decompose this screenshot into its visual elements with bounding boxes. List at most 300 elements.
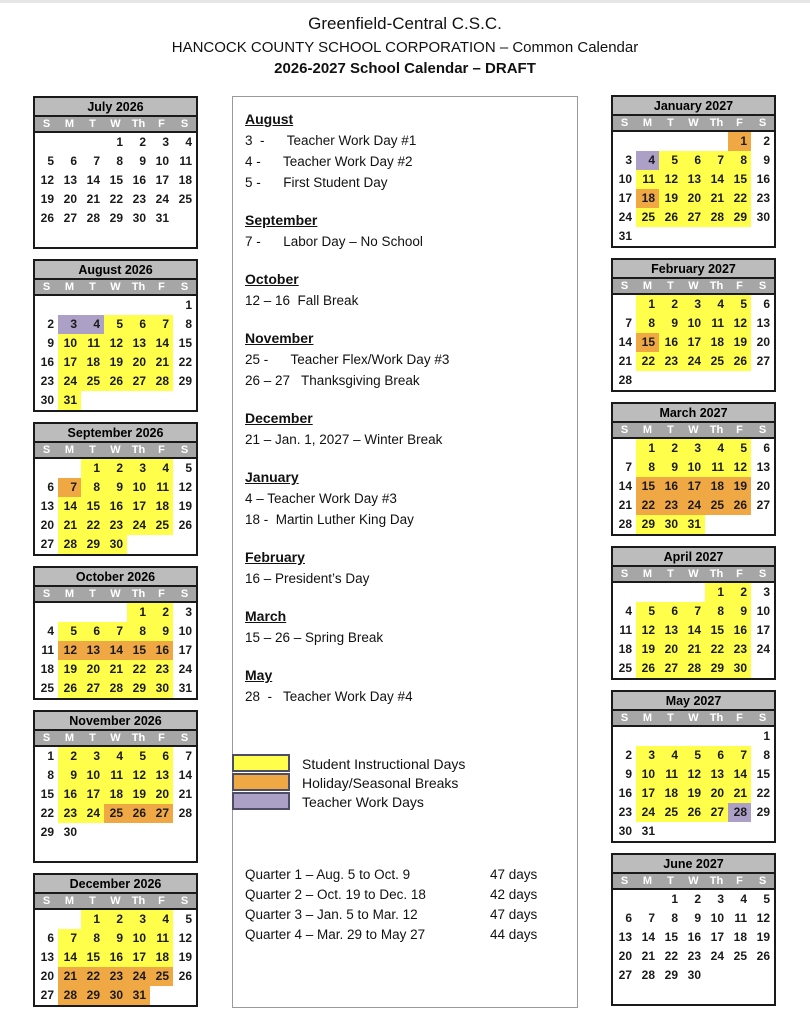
- weekday-header-row: [613, 423, 774, 439]
- month-calendar: [33, 873, 198, 1007]
- weekday-header-row: [35, 894, 196, 910]
- day-cell: 14: [150, 334, 173, 353]
- day-cell: 4: [636, 151, 659, 170]
- day-cell: 20: [618, 949, 632, 963]
- day-cell: 29: [636, 515, 659, 534]
- key-dates-month-heading: August: [245, 111, 294, 127]
- day-cell: [705, 132, 728, 151]
- day-cell: [659, 822, 682, 841]
- weekday-header-row: [613, 279, 774, 295]
- day-cell: 19: [659, 189, 682, 208]
- day-cell: 3: [717, 892, 724, 906]
- day-cell: 27: [63, 211, 77, 225]
- day-cell: 1: [636, 295, 659, 314]
- day-cell: 4: [625, 604, 632, 618]
- day-cell: 11: [150, 929, 173, 948]
- day-cell: 21: [58, 516, 81, 535]
- weekday-header: F: [736, 280, 743, 292]
- day-cell: 17: [155, 173, 169, 187]
- day-cell: 1: [127, 603, 150, 622]
- day-cell: [751, 371, 774, 390]
- day-cell: [58, 459, 81, 478]
- day-cell: [58, 228, 81, 247]
- day-cell: 21: [86, 192, 100, 206]
- day-cell: 4: [81, 315, 104, 334]
- day-cell: 28: [86, 211, 100, 225]
- day-cell: 14: [58, 497, 81, 516]
- weekday-header: S: [620, 424, 629, 436]
- day-cell: 19: [636, 640, 659, 659]
- day-cell: 19: [104, 353, 127, 372]
- quarter-label: Quarter 2 – Oct. 19 to Dec. 18: [245, 887, 426, 902]
- day-cell: 2: [694, 892, 701, 906]
- day-cell: 24: [127, 967, 150, 986]
- weekday-header: T: [667, 280, 674, 292]
- weekday-header: W: [110, 588, 121, 600]
- weekday-header: S: [620, 875, 629, 887]
- day-cell: 15: [664, 930, 678, 944]
- weekday-header: S: [620, 117, 629, 129]
- month-grid: [613, 439, 774, 534]
- legend: [232, 754, 465, 811]
- day-cell: 31: [641, 824, 655, 838]
- day-cell: 2: [625, 748, 632, 762]
- day-cell: [58, 296, 81, 315]
- day-cell: 18: [705, 333, 728, 352]
- day-cell: 22: [664, 949, 678, 963]
- day-cell: 23: [104, 516, 127, 535]
- day-cell: 29: [81, 986, 104, 1005]
- day-cell: 22: [81, 516, 104, 535]
- day-cell: 9: [139, 154, 146, 168]
- weekday-header-row: [613, 711, 774, 727]
- month-grid: [35, 296, 196, 410]
- day-cell: 20: [682, 189, 705, 208]
- day-cell: [728, 727, 751, 746]
- day-cell: 13: [40, 950, 54, 964]
- weekday-header: Th: [709, 875, 724, 887]
- day-cell: 11: [81, 334, 104, 353]
- day-cell: 15: [109, 173, 123, 187]
- key-dates-section: [245, 606, 565, 648]
- day-cell: 27: [682, 208, 705, 227]
- day-cell: [728, 371, 751, 390]
- day-cell: 28: [618, 373, 632, 387]
- day-cell: 2: [728, 583, 751, 602]
- day-cell: 1: [705, 583, 728, 602]
- day-cell: [636, 583, 659, 602]
- day-cell: [728, 515, 751, 534]
- day-cell: 25: [733, 949, 747, 963]
- day-cell: 15: [81, 497, 104, 516]
- weekday-header: W: [110, 281, 121, 293]
- day-cell: 23: [58, 804, 81, 823]
- day-cell: [150, 228, 173, 247]
- day-cell: 8: [47, 768, 54, 782]
- month-title: July 2026: [35, 98, 196, 117]
- page-top-edge: [0, 0, 810, 3]
- day-cell: 27: [659, 659, 682, 678]
- day-cell: 30: [687, 968, 701, 982]
- day-cell: 25: [659, 803, 682, 822]
- day-cell: 26: [659, 208, 682, 227]
- day-cell: 26: [127, 804, 150, 823]
- day-cell: 1: [81, 910, 104, 929]
- day-cell: 10: [682, 458, 705, 477]
- day-cell: 23: [104, 967, 127, 986]
- day-cell: 24: [636, 803, 659, 822]
- day-cell: [636, 371, 659, 390]
- day-cell: 8: [728, 151, 751, 170]
- day-cell: 3: [81, 747, 104, 766]
- key-dates-month-heading: February: [245, 549, 305, 565]
- month-grid: [35, 459, 196, 554]
- day-cell: 6: [70, 154, 77, 168]
- day-cell: 4: [740, 892, 747, 906]
- day-cell: 20: [756, 335, 770, 349]
- day-cell: 26: [40, 211, 54, 225]
- day-cell: 26: [728, 352, 751, 371]
- day-cell: [728, 985, 751, 1004]
- day-cell: 13: [705, 765, 728, 784]
- month-title: May 2027: [613, 692, 774, 711]
- weekday-header: Th: [131, 118, 146, 130]
- day-cell: 7: [150, 315, 173, 334]
- day-cell: 1: [671, 892, 678, 906]
- day-cell: 2: [150, 603, 173, 622]
- day-cell: 31: [178, 681, 192, 695]
- weekday-header: M: [64, 895, 75, 907]
- quarter-days: 47 days: [490, 907, 538, 922]
- day-cell: 4: [185, 135, 192, 149]
- day-cell: [682, 583, 705, 602]
- day-cell: [58, 133, 81, 152]
- legend-row: [232, 754, 465, 773]
- quarter-days: 42 days: [490, 887, 538, 902]
- weekday-header: T: [667, 424, 674, 436]
- day-cell: 7: [58, 478, 81, 497]
- day-cell: 14: [86, 173, 100, 187]
- key-dates-section: [245, 269, 565, 311]
- weekday-header: T: [89, 118, 96, 130]
- day-cell: 5: [58, 622, 81, 641]
- day-cell: 19: [40, 192, 54, 206]
- day-cell: [636, 132, 659, 151]
- day-cell: [81, 133, 104, 152]
- key-dates-entry: 4 - Teacher Work Day #2: [245, 154, 413, 169]
- day-cell: [659, 132, 682, 151]
- day-cell: 9: [659, 314, 682, 333]
- day-cell: 10: [127, 478, 150, 497]
- day-cell: 5: [728, 439, 751, 458]
- day-cell: [636, 227, 659, 246]
- day-cell: 29: [756, 805, 770, 819]
- weekday-header: T: [89, 895, 96, 907]
- day-cell: [705, 727, 728, 746]
- day-cell: 18: [705, 477, 728, 496]
- day-cell: 7: [625, 316, 632, 330]
- weekday-header: F: [158, 588, 165, 600]
- day-cell: 25: [705, 496, 728, 515]
- day-cell: 12: [756, 911, 770, 925]
- day-cell: [81, 603, 104, 622]
- month-title: April 2027: [613, 548, 774, 567]
- day-cell: 1: [47, 749, 54, 763]
- calendar-title: 2026-2027 School Calendar – DRAFT: [274, 60, 536, 77]
- day-cell: 1: [763, 729, 770, 743]
- day-cell: 13: [618, 930, 632, 944]
- day-cell: 17: [618, 191, 632, 205]
- weekday-header-row: [35, 731, 196, 747]
- day-cell: 26: [728, 496, 751, 515]
- weekday-header: F: [736, 117, 743, 129]
- day-cell: 10: [81, 766, 104, 785]
- day-cell: 5: [728, 295, 751, 314]
- day-cell: 9: [763, 153, 770, 167]
- day-cell: 29: [127, 679, 150, 698]
- day-cell: 25: [150, 516, 173, 535]
- weekday-header: S: [42, 281, 51, 293]
- weekday-header: T: [667, 875, 674, 887]
- day-cell: 11: [705, 314, 728, 333]
- weekday-header: W: [110, 732, 121, 744]
- day-cell: [173, 842, 196, 861]
- day-cell: 9: [694, 911, 701, 925]
- weekday-header: W: [110, 118, 121, 130]
- day-cell: 2: [47, 317, 54, 331]
- day-cell: [150, 986, 173, 1005]
- day-cell: 7: [705, 151, 728, 170]
- day-cell: 10: [636, 765, 659, 784]
- day-cell: 25: [178, 192, 192, 206]
- weekday-header: F: [736, 568, 743, 580]
- day-cell: 29: [81, 535, 104, 554]
- month-calendar: [611, 690, 776, 843]
- day-cell: [150, 391, 173, 410]
- day-cell: 6: [127, 315, 150, 334]
- day-cell: [751, 822, 774, 841]
- day-cell: 20: [40, 518, 54, 532]
- weekday-header: Th: [131, 732, 146, 744]
- day-cell: 6: [763, 441, 770, 455]
- day-cell: 1: [636, 439, 659, 458]
- key-dates-section: [245, 547, 565, 589]
- weekday-header: Th: [131, 895, 146, 907]
- day-cell: 3: [58, 315, 81, 334]
- weekday-header: T: [89, 281, 96, 293]
- day-cell: 3: [682, 295, 705, 314]
- day-cell: 18: [150, 497, 173, 516]
- day-cell: 4: [150, 910, 173, 929]
- key-dates-month-heading: November: [245, 330, 314, 346]
- day-cell: 9: [728, 602, 751, 621]
- day-cell: [659, 583, 682, 602]
- day-cell: 28: [150, 372, 173, 391]
- day-cell: 17: [127, 497, 150, 516]
- day-cell: 21: [178, 787, 192, 801]
- key-dates-section: [245, 408, 565, 450]
- day-cell: 29: [40, 825, 54, 839]
- key-dates-entry: 7 - Labor Day – No School: [245, 234, 423, 249]
- day-cell: 7: [682, 602, 705, 621]
- day-cell: 27: [756, 354, 770, 368]
- month-grid: [35, 133, 196, 247]
- day-cell: 10: [756, 604, 770, 618]
- day-cell: 27: [127, 372, 150, 391]
- weekday-header: M: [642, 424, 653, 436]
- day-cell: [81, 842, 104, 861]
- weekday-header: W: [688, 712, 699, 724]
- day-cell: 25: [104, 804, 127, 823]
- day-cell: 8: [636, 314, 659, 333]
- day-cell: [613, 727, 636, 746]
- day-cell: 5: [659, 151, 682, 170]
- day-cell: 12: [40, 173, 54, 187]
- day-cell: 17: [756, 623, 770, 637]
- day-cell: 7: [648, 911, 655, 925]
- day-cell: 23: [756, 191, 770, 205]
- weekday-header: W: [110, 444, 121, 456]
- weekday-header: Th: [709, 280, 724, 292]
- day-cell: 22: [636, 352, 659, 371]
- day-cell: [58, 603, 81, 622]
- weekday-header: F: [158, 444, 165, 456]
- day-cell: 18: [81, 353, 104, 372]
- day-cell: 11: [734, 911, 747, 925]
- day-cell: 24: [81, 804, 104, 823]
- day-cell: 17: [710, 930, 724, 944]
- day-cell: [682, 132, 705, 151]
- weekday-header: Th: [709, 117, 724, 129]
- day-cell: 31: [127, 986, 150, 1005]
- weekday-header: S: [620, 280, 629, 292]
- day-cell: 3: [162, 135, 169, 149]
- day-cell: 21: [682, 640, 705, 659]
- day-cell: 24: [756, 642, 770, 656]
- day-cell: 21: [58, 967, 81, 986]
- key-dates-entry: 26 – 27 Thanksgiving Break: [245, 373, 420, 388]
- day-cell: 8: [81, 478, 104, 497]
- day-cell: [58, 842, 81, 861]
- day-cell: [127, 535, 150, 554]
- weekday-header: S: [758, 117, 767, 129]
- day-cell: 22: [40, 806, 54, 820]
- month-grid: [613, 132, 774, 246]
- key-dates-entry: 15 – 26 – Spring Break: [245, 630, 384, 645]
- day-cell: 9: [150, 622, 173, 641]
- day-cell: 22: [705, 640, 728, 659]
- day-cell: 7: [93, 154, 100, 168]
- day-cell: 5: [127, 747, 150, 766]
- day-cell: 2: [763, 134, 770, 148]
- day-cell: 16: [40, 355, 54, 369]
- day-cell: 25: [81, 372, 104, 391]
- key-dates-section: [245, 665, 565, 707]
- weekday-header: Th: [131, 444, 146, 456]
- page-header: [0, 14, 810, 77]
- day-cell: 21: [728, 784, 751, 803]
- day-cell: [35, 296, 58, 315]
- day-cell: 12: [58, 641, 81, 660]
- day-cell: 28: [104, 679, 127, 698]
- day-cell: [728, 227, 751, 246]
- day-cell: 22: [127, 660, 150, 679]
- weekday-header: M: [642, 568, 653, 580]
- month-title: March 2027: [613, 404, 774, 423]
- day-cell: 16: [58, 785, 81, 804]
- key-dates-entry: 25 - Teacher Flex/Work Day #3: [245, 352, 450, 367]
- day-cell: 17: [636, 784, 659, 803]
- day-cell: 12: [178, 931, 192, 945]
- day-cell: 28: [641, 968, 655, 982]
- day-cell: 24: [682, 496, 705, 515]
- day-cell: 18: [104, 785, 127, 804]
- weekday-header: Th: [709, 424, 724, 436]
- calendar-column-right: [611, 95, 776, 1016]
- day-cell: [705, 515, 728, 534]
- day-cell: [127, 823, 150, 842]
- day-cell: 15: [756, 767, 770, 781]
- day-cell: 16: [687, 930, 701, 944]
- day-cell: 24: [155, 192, 169, 206]
- day-cell: 27: [40, 988, 54, 1002]
- day-cell: 11: [150, 478, 173, 497]
- month-calendar: [611, 95, 776, 248]
- day-cell: 19: [178, 499, 192, 513]
- day-cell: 16: [618, 786, 632, 800]
- month-calendar: [611, 402, 776, 536]
- day-cell: [173, 535, 196, 554]
- weekday-header: M: [642, 875, 653, 887]
- weekday-header: W: [688, 280, 699, 292]
- day-cell: 12: [127, 766, 150, 785]
- day-cell: 13: [659, 621, 682, 640]
- key-dates-panel: [232, 96, 578, 1008]
- weekday-header: F: [158, 118, 165, 130]
- day-cell: [751, 966, 774, 985]
- day-cell: 16: [728, 621, 751, 640]
- day-cell: 15: [40, 787, 54, 801]
- weekday-header: S: [620, 712, 629, 724]
- day-cell: [613, 583, 636, 602]
- day-cell: 10: [155, 154, 169, 168]
- key-dates-entry: 4 – Teacher Work Day #3: [245, 491, 397, 506]
- day-cell: 14: [682, 621, 705, 640]
- day-cell: 23: [618, 805, 632, 819]
- day-cell: 23: [150, 660, 173, 679]
- day-cell: 12: [682, 765, 705, 784]
- day-cell: 9: [625, 767, 632, 781]
- day-cell: [81, 296, 104, 315]
- quarter-row: [245, 885, 545, 905]
- day-cell: [705, 985, 728, 1004]
- day-cell: 10: [58, 334, 81, 353]
- day-cell: 22: [178, 355, 192, 369]
- weekday-header-row: [35, 587, 196, 603]
- day-cell: 10: [178, 624, 192, 638]
- day-cell: 6: [81, 622, 104, 641]
- day-cell: 8: [127, 622, 150, 641]
- key-dates-entry: 21 – Jan. 1, 2027 – Winter Break: [245, 432, 443, 447]
- day-cell: 9: [104, 478, 127, 497]
- day-cell: 12: [636, 621, 659, 640]
- day-cell: 10: [682, 314, 705, 333]
- day-cell: 23: [728, 640, 751, 659]
- weekday-header: S: [42, 732, 51, 744]
- day-cell: 5: [47, 154, 54, 168]
- day-cell: 23: [132, 192, 146, 206]
- day-cell: 30: [618, 824, 632, 838]
